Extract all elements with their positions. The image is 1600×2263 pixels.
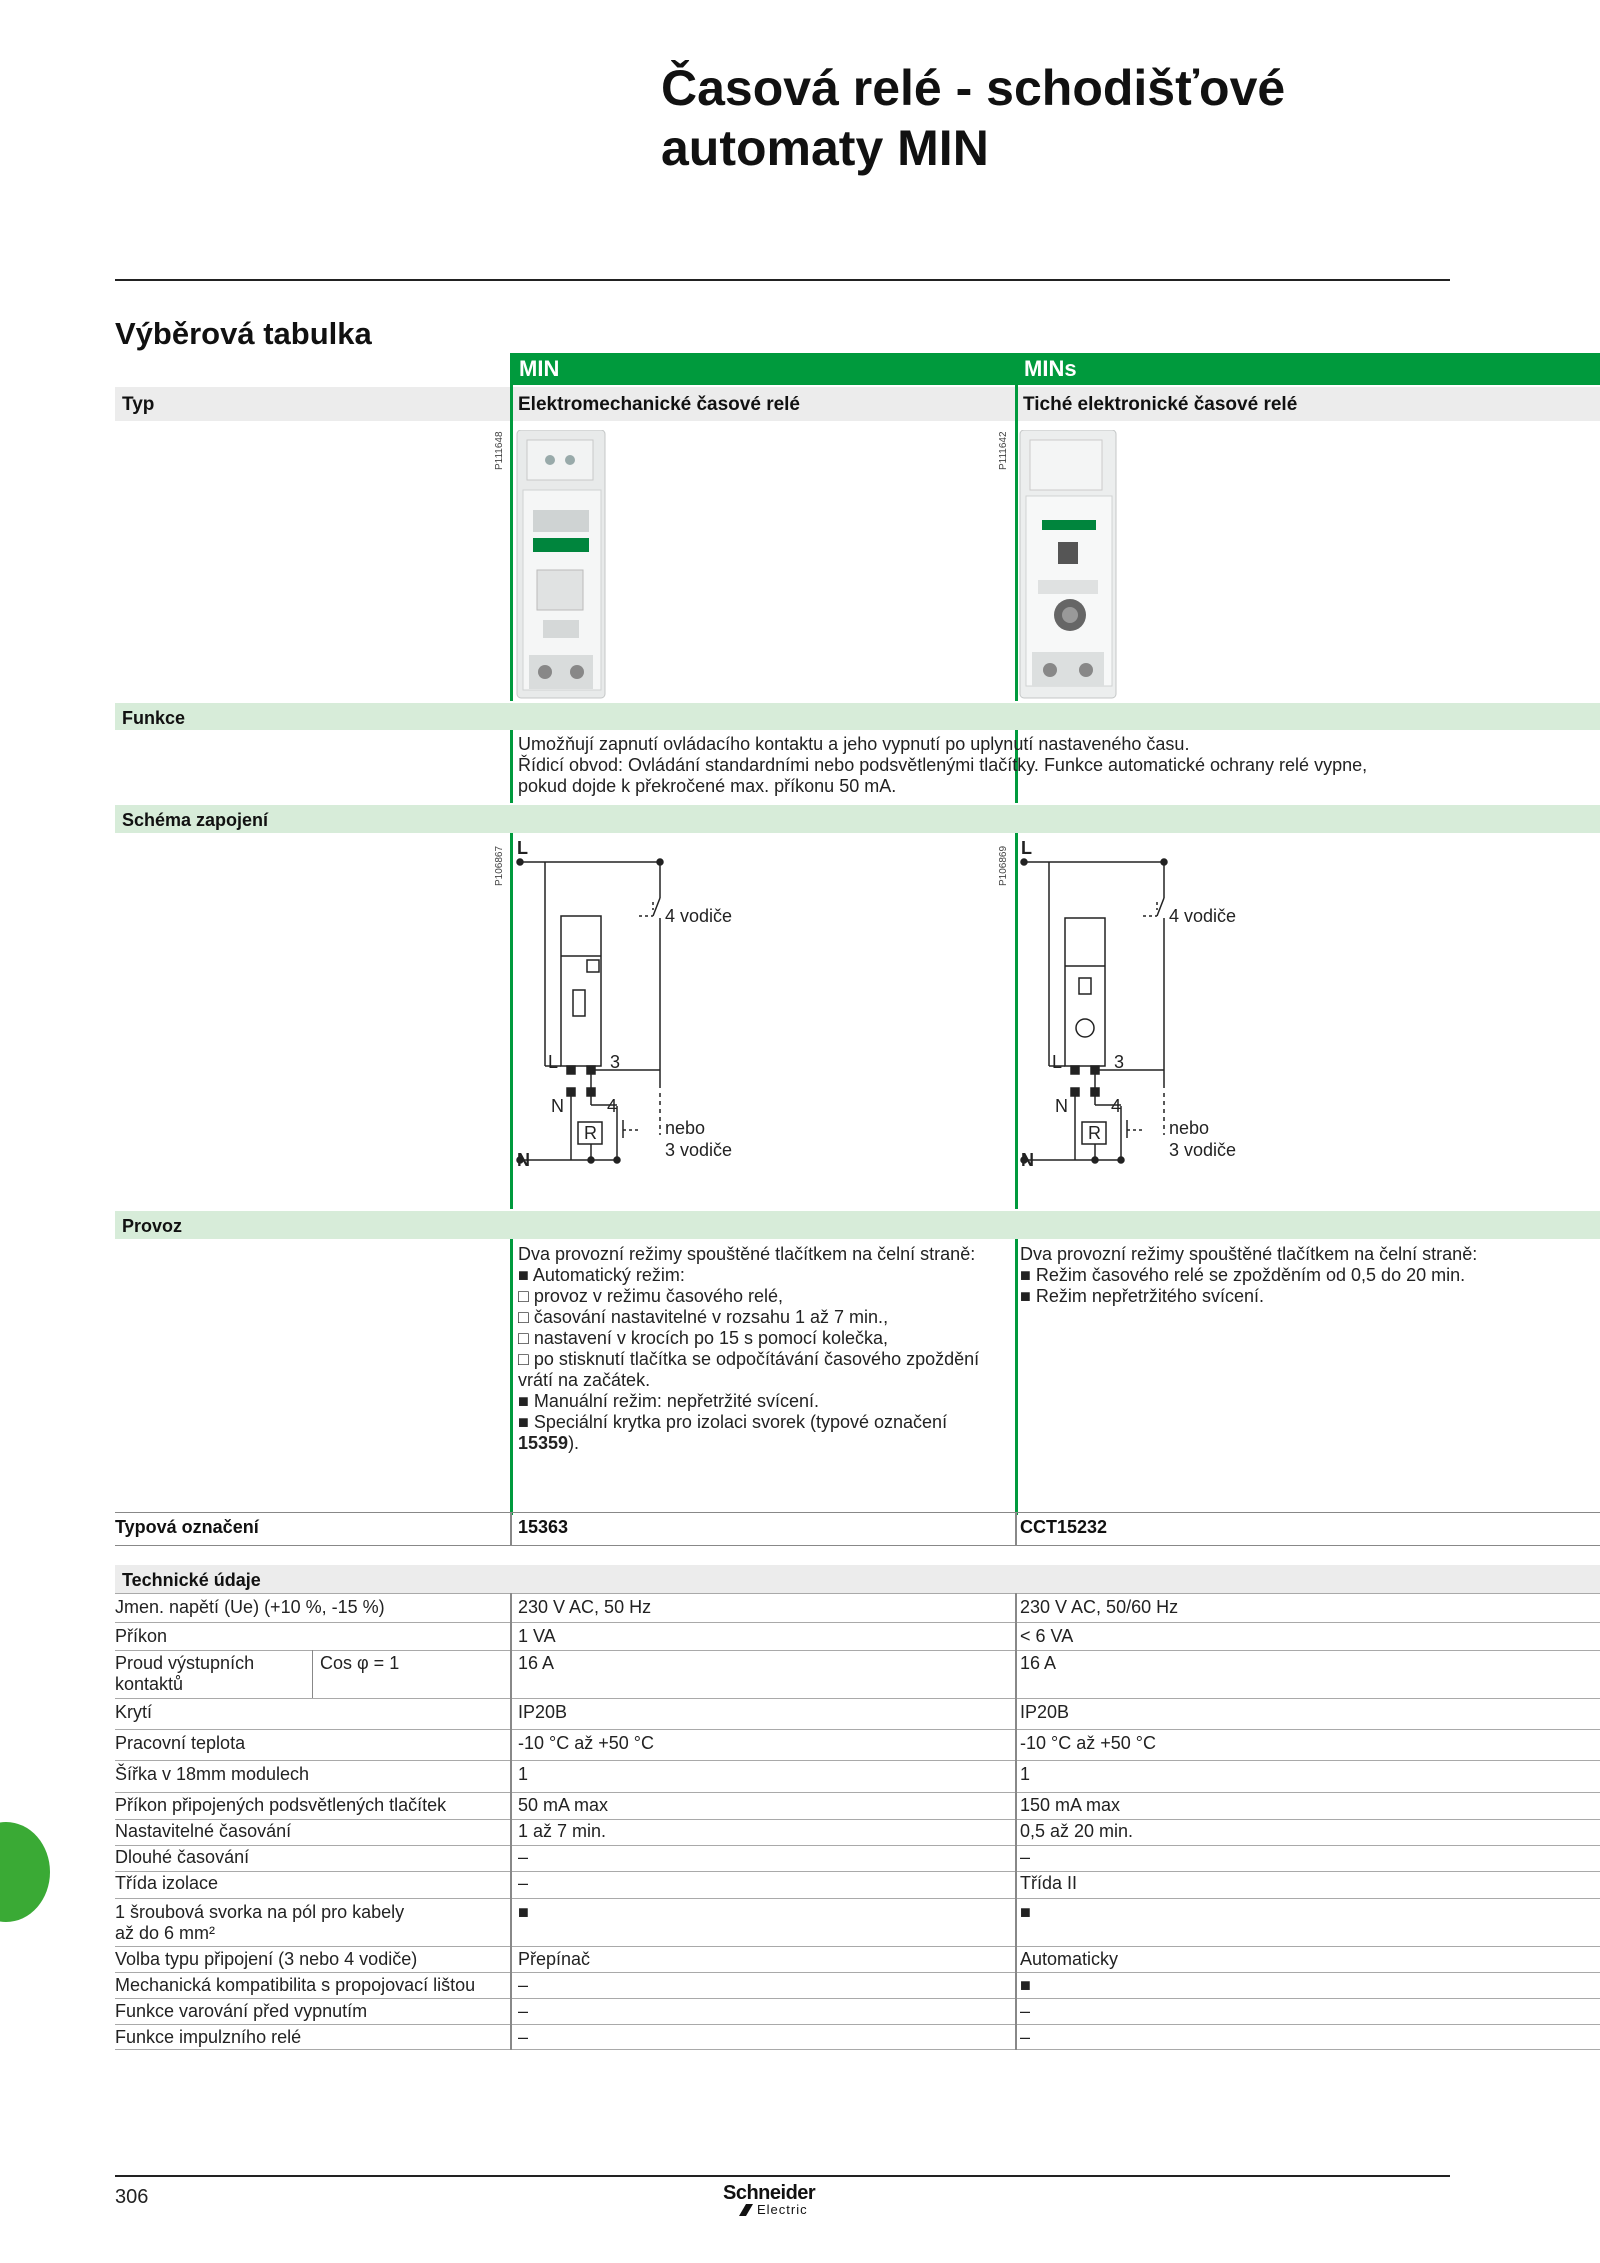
spec-mins: < 6 VA: [1020, 1626, 1074, 1646]
spec-row: [115, 1622, 1600, 1650]
typ-label: Typ: [122, 394, 155, 415]
spec-row: [115, 1729, 1600, 1760]
spec-mins: -10 °C až +50 °C: [1020, 1733, 1156, 1753]
spec-mins: 0,5 až 20 min.: [1020, 1821, 1134, 1841]
spec-min: IP20B: [518, 1702, 568, 1722]
schema-label: Schéma zapojení: [122, 810, 269, 830]
diagram-3wires-mins: 3 vodiče: [1169, 1140, 1237, 1160]
spec-row: [115, 1946, 1600, 1972]
diagram-L-mins: L: [1021, 838, 1032, 858]
spec-label: Volba typu připojení (3 nebo 4 vodiče): [115, 1949, 418, 1969]
mins-subtitle: Tiché elektronické časové relé: [1023, 394, 1298, 415]
column-divider-mins: [1015, 833, 1018, 1209]
bottom-rule: [115, 2175, 1450, 2177]
spec-min: -10 °C až +50 °C: [518, 1733, 654, 1753]
provoz-line: □ po stisknutí tlačítka se odpočítávání časového zpoždění: [518, 1349, 980, 1369]
column-divider-mins: [1015, 1512, 1017, 1546]
diagram-term-4-mins: 4: [1111, 1096, 1122, 1116]
provoz-line: □ nastavení v krocích po 15 s pomocí kolečka,: [518, 1328, 889, 1348]
funkce-text: [518, 734, 1367, 797]
diagram-R-mins: R: [1088, 1123, 1101, 1143]
spec-row: [115, 1972, 1600, 1998]
provoz-line: vrátí na začátek.: [518, 1370, 651, 1390]
provoz-line: Dva provozní režimy spouštěné tlačítkem na čelní straně:: [1020, 1244, 1478, 1264]
product-image-mins: [1018, 430, 1128, 700]
product-image-min: [515, 430, 615, 700]
spec-row: [115, 1760, 1600, 1792]
schneider-electric-logo: [723, 2182, 843, 2222]
spec-label: Dlouhé časování: [115, 1847, 250, 1867]
spec-min: 230 V AC, 50 Hz: [518, 1597, 652, 1617]
min-subtitle: Elektromechanické časové relé: [518, 394, 801, 415]
spec-min: –: [518, 1975, 529, 1995]
funkce-line: pokud dojde k překročené max. příkonu 50 mA.: [518, 776, 897, 796]
column-header-mins: MINs: [1018, 353, 1600, 385]
column-divider-min: [510, 833, 513, 1209]
typ-row: [115, 387, 1600, 421]
column-divider-mins: [1015, 1239, 1018, 1515]
provoz-line: ■ Režim časového relé se zpožděním od 0,5 do 20 min.: [1020, 1265, 1466, 1285]
column-divider-min: [510, 1239, 513, 1515]
spec-mins: IP20B: [1020, 1702, 1070, 1722]
diagram-term-N-min: N: [551, 1096, 564, 1116]
spec-mins: ■: [1020, 1902, 1031, 1922]
spec-min: –: [518, 1847, 529, 1867]
logo-brand: Schneider: [723, 2182, 816, 2204]
spec-sub: Cos φ = 1: [320, 1653, 400, 1673]
diagram-N-mins: N: [1021, 1150, 1034, 1170]
spec-min: ■: [518, 1902, 529, 1922]
provoz-text-mins: [1020, 1244, 1477, 1307]
provoz-line: ■ Automatický režim:: [518, 1265, 685, 1285]
column-divider-min: [510, 1593, 512, 2050]
provoz-line: □ provoz v režimu časového relé,: [518, 1286, 783, 1306]
spec-min: –: [518, 1873, 529, 1893]
accessory-code: 15359: [518, 1433, 569, 1453]
schema-row: [115, 805, 1600, 833]
spec-row: [115, 1819, 1600, 1845]
spec-label: Šířka v 18mm modulech: [115, 1764, 310, 1784]
column-divider-min: [510, 730, 513, 803]
provoz-row: [115, 1211, 1600, 1239]
wiring-diagram-min: [515, 838, 845, 1178]
spec-row: [115, 2024, 1600, 2050]
spec-label: Mechanická kompatibilita s propojovací lištou: [115, 1975, 476, 1995]
funkce-line: Řídicí obvod: Ovládání standardními nebo podsvětlenými tlačítky. Funkce automatické ochrany relé vypne,: [518, 755, 1368, 775]
spec-label: Funkce varování před vypnutím: [115, 2001, 368, 2021]
image-code-min: P111648: [494, 431, 505, 470]
spec-label: Příkon: [115, 1626, 168, 1646]
spec-label: Jmen. napětí (Ue) (+10 %, -15 %): [115, 1597, 385, 1617]
diagram-term-L-min: L: [548, 1052, 559, 1072]
spec-label: Krytí: [115, 1702, 153, 1722]
provoz-tail: ).: [568, 1433, 580, 1453]
typova-label: Typová označení: [115, 1517, 259, 1537]
chapter-side-tab: [0, 1822, 50, 1922]
typova-row: [115, 1512, 1600, 1546]
diagram-code-mins: P106869: [998, 845, 1009, 886]
provoz-line: Dva provozní režimy spouštěné tlačítkem na čelní straně:: [518, 1244, 976, 1264]
spec-min: 1: [518, 1764, 529, 1784]
spec-label: Proud výstupních kontaktů: [115, 1653, 255, 1694]
funkce-row: [115, 703, 1600, 730]
spec-row: [115, 1898, 1600, 1946]
logo-sub: Electric: [757, 2202, 808, 2217]
diagram-term-N-mins: N: [1055, 1096, 1068, 1116]
spec-min: 16 A: [518, 1653, 555, 1673]
spec-mins: –: [1020, 2001, 1031, 2021]
page-title: Časová relé - schodišťové automaty MIN: [661, 60, 1286, 176]
provoz-line-last: [518, 1433, 979, 1454]
column-divider-mins: [1015, 1593, 1017, 2050]
top-rule: [115, 279, 1450, 281]
provoz-line: □ časování nastavitelné v rozsahu 1 až 7 min.,: [518, 1307, 889, 1327]
spec-sub-divider: [312, 1650, 313, 1698]
diagram-term-4-min: 4: [607, 1096, 618, 1116]
spec-label: Příkon připojených podsvětlených tlačítek: [115, 1795, 447, 1815]
diagram-4wires-mins: 4 vodiče: [1169, 906, 1237, 926]
technicke-label: Technické údaje: [122, 1570, 261, 1590]
spec-row: [115, 1650, 1600, 1698]
spec-mins: Automaticky: [1020, 1949, 1119, 1969]
spec-label: Třída izolace: [115, 1873, 219, 1893]
spec-row: [115, 1698, 1600, 1729]
spec-mins: –: [1020, 1847, 1031, 1867]
column-header-min: MIN: [513, 353, 1015, 385]
spec-mins: 1: [1020, 1764, 1031, 1784]
column-divider-min: [510, 1512, 512, 1546]
provoz-line: ■ Manuální režim: nepřetržité svícení.: [518, 1391, 819, 1411]
diagram-4wires-min: 4 vodiče: [665, 906, 733, 926]
diagram-R-min: R: [584, 1123, 597, 1143]
funkce-label: Funkce: [122, 708, 186, 728]
diagram-N-min: N: [517, 1150, 530, 1170]
spec-min: 50 mA max: [518, 1795, 609, 1815]
spec-min: –: [518, 2001, 529, 2021]
spec-min: –: [518, 2027, 529, 2047]
typova-mins: CCT15232: [1020, 1517, 1108, 1537]
spec-min: Přepínač: [518, 1949, 591, 1969]
spec-label: Nastavitelné časování: [115, 1821, 292, 1841]
section-title: Výběrová tabulka: [115, 316, 372, 351]
diagram-term-L-mins: L: [1052, 1052, 1063, 1072]
spec-mins: 150 mA max: [1020, 1795, 1121, 1815]
spec-mins: ■: [1020, 1975, 1031, 1995]
provoz-text-min: [518, 1244, 979, 1454]
spec-row: [115, 1593, 1600, 1622]
provoz-line: ■ Režim nepřetržitého svícení.: [1020, 1286, 1264, 1306]
provoz-label: Provoz: [122, 1216, 183, 1236]
wiring-diagram-mins: [1019, 838, 1349, 1178]
diagram-code-min: P106867: [494, 845, 505, 886]
spec-row: [115, 1998, 1600, 2024]
diagram-term-3-min: 3: [610, 1052, 621, 1072]
typova-min: 15363: [518, 1517, 569, 1537]
spec-row: [115, 1871, 1600, 1898]
spec-label: Funkce impulzního relé: [115, 2027, 302, 2047]
spec-label: Pracovní teplota: [115, 1733, 246, 1753]
funkce-line: Umožňují zapnutí ovládacího kontaktu a jeho vypnutí po uplynutí nastaveného času.: [518, 734, 1190, 754]
image-code-mins: P111642: [998, 431, 1009, 470]
spec-mins: –: [1020, 2027, 1031, 2047]
logo-mark-icon: [737, 2202, 755, 2218]
spec-mins: 16 A: [1020, 1653, 1057, 1673]
diagram-nebo-min: nebo: [665, 1118, 706, 1138]
page-number: 306: [115, 2186, 149, 2208]
spec-min: 1 VA: [518, 1626, 556, 1646]
spec-min: 1 až 7 min.: [518, 1821, 607, 1841]
diagram-nebo-mins: nebo: [1169, 1118, 1210, 1138]
column-divider-min: [510, 353, 513, 701]
spec-row: [115, 1845, 1600, 1871]
technicke-row: [115, 1565, 1600, 1593]
diagram-3wires-min: 3 vodiče: [665, 1140, 733, 1160]
spec-row: [115, 1792, 1600, 1819]
spec-mins: 230 V AC, 50/60 Hz: [1020, 1597, 1179, 1617]
diagram-term-3-mins: 3: [1114, 1052, 1125, 1072]
provoz-line: ■ Speciální krytka pro izolaci svorek (typové označení: [518, 1412, 948, 1432]
spec-mins: Třída II: [1020, 1873, 1078, 1893]
diagram-L-min: L: [517, 838, 528, 858]
spec-label: 1 šroubová svorka na pól pro kabely až do 6 mm²: [115, 1902, 405, 1943]
